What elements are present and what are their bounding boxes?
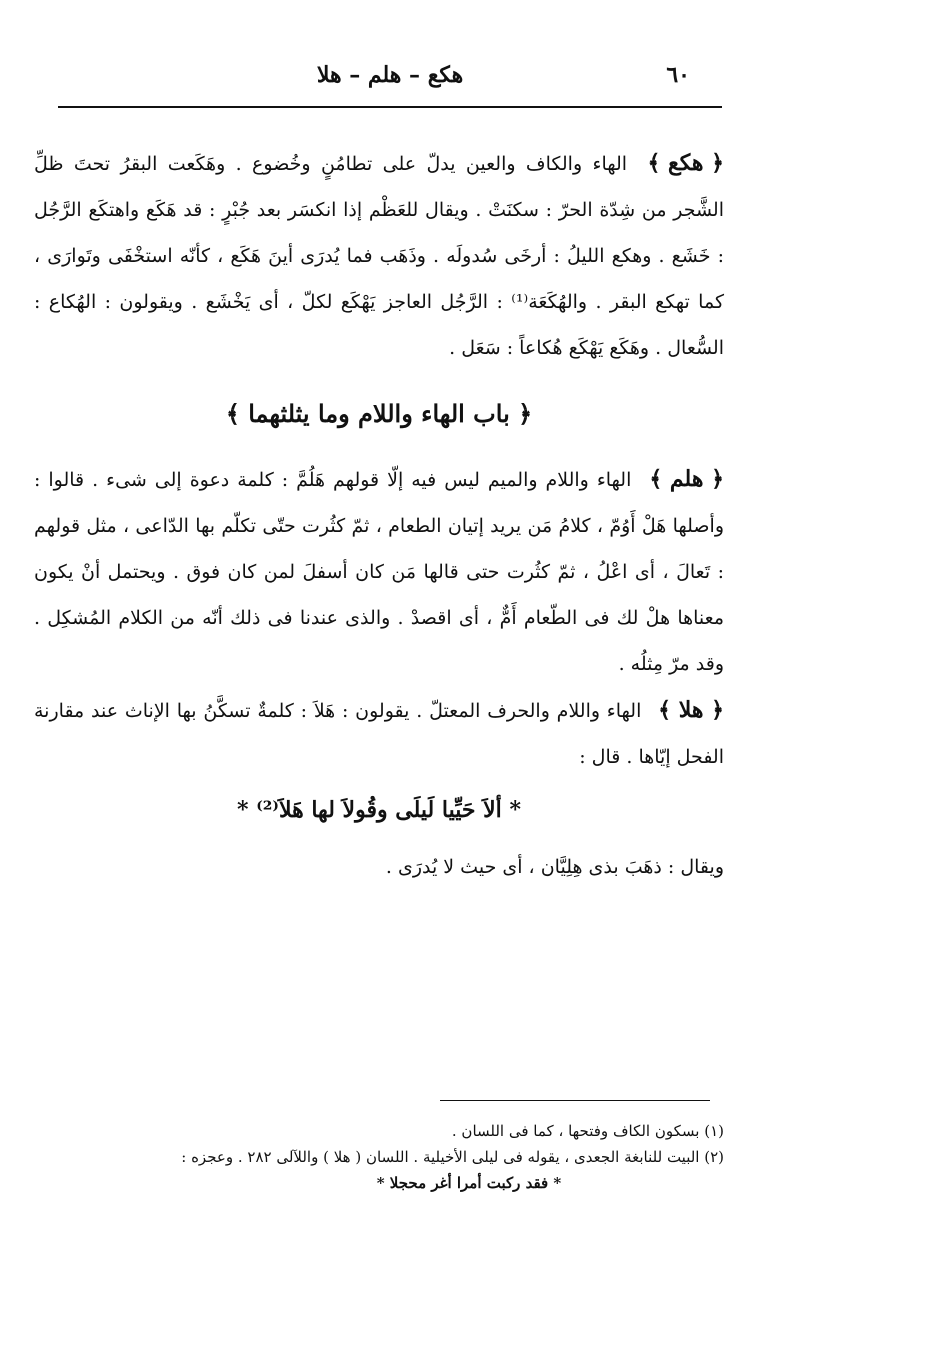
- verse-line: * ألاَ حَيِّيا لَيلَى وقُولاَ لها هَلاَ⁽²⁾ *: [237, 797, 521, 823]
- footnote-rule: [440, 1100, 710, 1101]
- page-header: [60, 62, 720, 98]
- entry-hla-after: ويقال : ذهَبَ بذى هِلِيَّان ، أى حيث لا يُدرَى .: [385, 856, 724, 878]
- section-title: ﴿ باب الهاء واللام وما يثلثهما ﴾: [225, 399, 533, 428]
- entry-text-hla: الهاء واللام والحرف المعتلّ . يقولون : هَلاَ : كلمةٌ تسكَّنُ بها الإناث عند مقارنة الفحل إيّاها . قال :: [34, 700, 724, 768]
- entry-hk3: [34, 140, 724, 371]
- page-body: [34, 140, 724, 890]
- footnote-2-hemistich: * فقد ركبت أمرا أغر محجلا *: [376, 1174, 562, 1192]
- entry-text-hk3: الهاء والكاف والعين يدلّ على تطامُنٍ وخُضوع . وهَكَعت البقرُ تحتَ ظلِّ الشَّجر من شِدّة الحرّ : سكنَتْ . ويقال للعَظْم إذا انكسَر بعد جُبْرٍ : قد هَكَع واهتكَع الرَّجُل : خَشَع . وهكع الليلُ : أرخَى سُدولَه . وذَهَب فما يُدرَى أينَ هَكَع ، كأنّه استخْفَى وتَوارَى ، كما تهكع البقر . والهُكَعَة⁽¹⁾ : الرَّجُل العاجز يَهْكَع لكلّ ، أى يَخْشَع . ويقولون : الهُكاع : السُّعال . وهَكَع يَهْكَع هُكاعاً : سَعَل .: [34, 153, 724, 359]
- entry-hlm: [34, 456, 724, 687]
- page-number: ٦٠: [666, 62, 690, 88]
- footnotes: [34, 1118, 724, 1196]
- entry-hla: [34, 687, 724, 780]
- header-rule: [58, 106, 722, 108]
- entry-head-hlm: ﴿ هلم ﴾: [649, 466, 724, 492]
- footnote-1: (١) بسكون الكاف وفتحها ، كما فى اللسان .: [451, 1122, 724, 1140]
- footnote-2: (٢) البيت للنابغة الجعدى ، يقوله فى ليلى الأخيلية . اللسان ( هلا ) واللآلى ٢٨٢ . وعجزه :: [181, 1148, 724, 1166]
- entry-head-hk3: ﴿ هكع ﴾: [647, 150, 725, 176]
- entry-text-hlm: الهاء واللام والميم ليس فيه إلّا قولهم هَلُمَّ : كلمة دعوة إلى شىء . قالوا : وأصلها هَلْ أَوُمّ ، كلامُ مَن يريد إتيان الطعام ، ثمّ كثُرت حتّى تكلّم بها الدّاعى ، مثل قولهم : تَعالَ ، أى اعْلُ ، ثمّ كثُرت حتى قالها مَن كان أسفلَ لمن كان فوق . ويحتمل أنْ يكون معناها هلْ لك فى الطّعام أَمٌّ ، أى اقصدْ . والذى عندنا فى ذلك أنّه من الكلام المُشكِل . وقد مرّ مِثلُه .: [34, 469, 724, 675]
- entry-head-hla: ﴿ هلا ﴾: [658, 697, 724, 723]
- running-title: هكع – هلم – هلا: [316, 62, 464, 88]
